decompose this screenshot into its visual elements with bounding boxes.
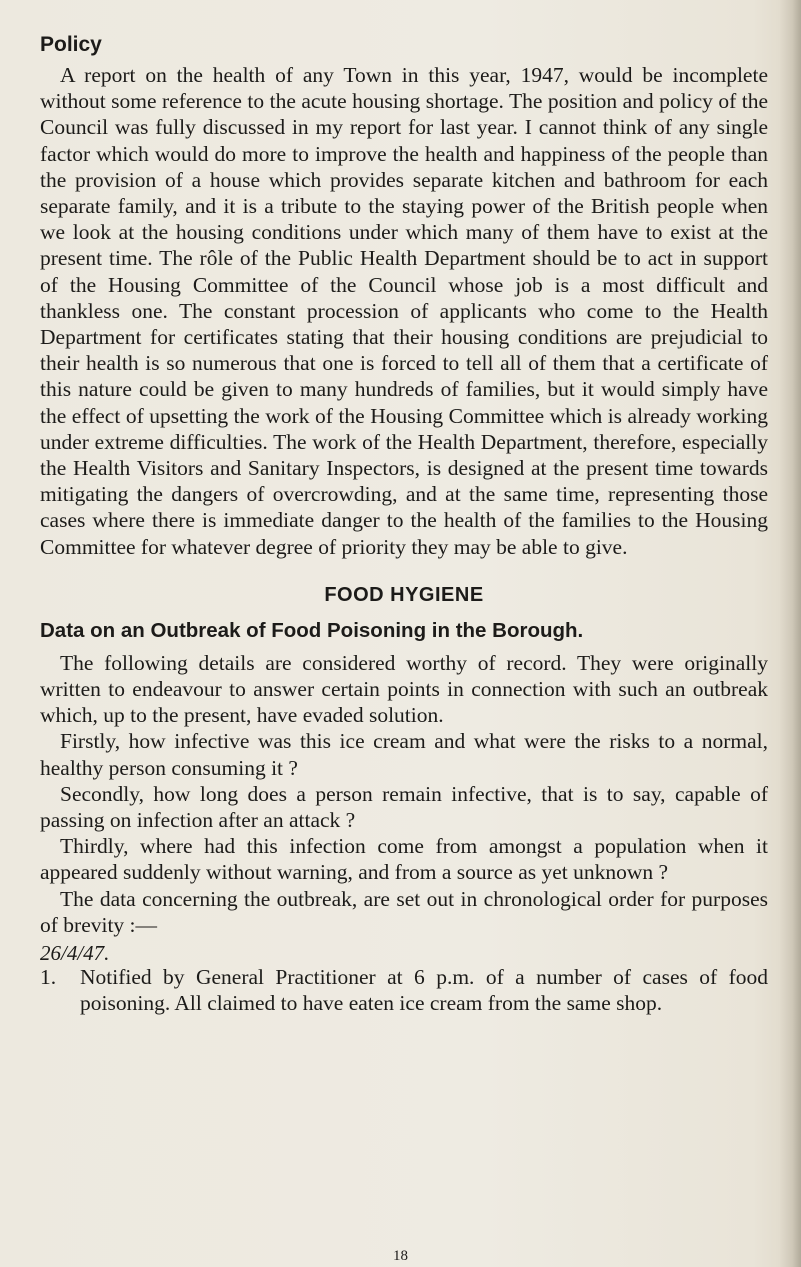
- page-content: [40, 32, 768, 1017]
- outbreak-heading: Data on an Outbreak of Food Poisoning in the Borough.: [40, 618, 584, 642]
- food-hygiene-heading: FOOD HYGIENE: [324, 583, 484, 606]
- question-thirdly: Thirdly, where had this infection come from amongst a population when it appeared suddenly without warning, and from a source as yet unknown ?: [40, 834, 768, 885]
- policy-heading: Policy: [40, 33, 102, 56]
- page-edge-shadow: [779, 0, 801, 1267]
- policy-paragraph: A report on the health of any Town in this year, 1947, would be incomplete without some reference to the acute housing shortage. The position and policy of the Council was fully discussed in my report for last year. I cannot think of any single factor which would do more to improve the health and happiness of the people than the provision of a house which provides separate kitchen and bathroom for each separate family, and it is a tribute to the staying power of the British people when we look at the housing conditions under which many of them have to exist at the present time. The rôle of the Public Health Department should be to act in support of the Housing Committee of the Council whose job is a most difficult and thankless one. The constant procession of applicants who come to the Health Department for certificates stating that their housing conditions are prejudicial to their health is so numerous that one is forced to tell all of them that a certificate of this nature could be given to many hundreds of families, but it would simply have the effect of upsetting the work of the Housing Committee which is already working under extreme difficulties. The work of the Health Department, therefore, especially the Health Visitors and Sanitary Inspectors, is designed at the present time towards mitigating the dangers of overcrowding, and at the same time, representing those cases where there is immediate danger to the health of the families to the Housing Committee for whatever degree of priority they may be able to give.: [40, 63, 768, 559]
- chronology-intro: The data concerning the outbreak, are set out in chronological order for purposes of brevity :—: [40, 886, 768, 937]
- date-entry: 26/4/47.: [40, 941, 110, 966]
- question-firstly: Firstly, how infective was this ice cream and what were the risks to a normal, healthy person consuming it ?: [40, 729, 768, 780]
- list-item: [40, 964, 768, 1016]
- question-secondly: Secondly, how long does a person remain infective, that is to say, capable of passing on infection after an attack ?: [40, 781, 768, 833]
- page-number: 18: [393, 1248, 408, 1264]
- item-number: 1.: [40, 965, 57, 990]
- item-text: Notified by General Practitioner at 6 p.m. of a number of cases of food poisoning. All claimed to have eaten ice cream from the same shop.: [80, 965, 768, 1016]
- intro-paragraph: The following details are considered worthy of record. They were originally written to endeavour to answer certain points in connection with such an outbreak which, up to the present, have evaded solution.: [40, 650, 768, 728]
